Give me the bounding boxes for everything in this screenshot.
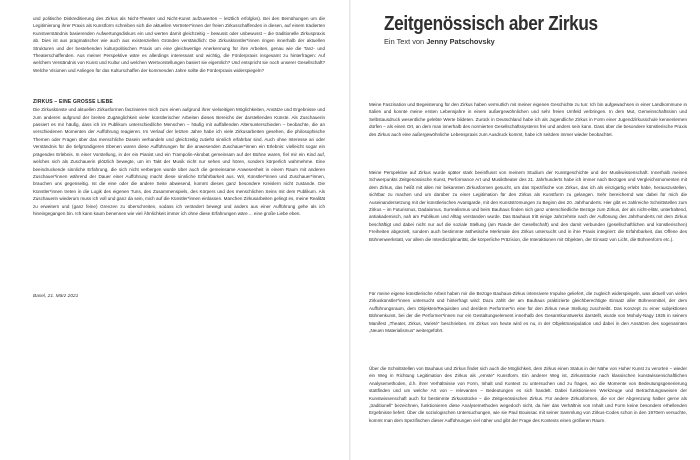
right-page — [351, 0, 700, 460]
right-paragraph-2-block — [369, 169, 687, 243]
right-paragraph-3: Für meine eigene künstlerische Arbeit haben mir die Bezüge Bauhaus-Zirkus intensivere Impulse geliefert, die zugleich widerspiegeln, was aktuell von vielen Zirkuskünstler*innen untersucht und hinterfragt wird: Dazu zählt der am Bauhaus praktizierte gleichberechtigte Einsatz aller Bühnenmittel, der dem Aufführungsraum, dem Objekten/Requisiten und der/dem Performer*in eine für den Zirkus neue Stellung zuschreibt. Das Konzept zu einer subjektlosen Bühnenkunst, bei der die Performer*innen nur ein Gestaltungselement innerhalb des Gesamtkunstwerks darstellt, wurde von Moholy-Nagy 1925 in seinem Manifest „Theater, Zirkus, Varieté“ beschrieben. Im Zirkus von heute wird es nu, in der Objektmanipulation und dabei in den Ansätzen des sogenannten „Neuen Materialismus“ weitergeführt. — [369, 291, 687, 334]
paragraph-spacer — [33, 74, 325, 99]
left-page — [0, 0, 349, 460]
right-paragraph-1: Meine Faszination und Begeisterung für den Zirkus haben vermutlich mit meiner eigenen Geschichte zu tun: Ich bin aufgewachsen in einer Landkommune in Italien und konnte meine ersten Lebensjahre in einem außergewöhnlichen und sehr freien Umfeld verbringen. In dem Mut, Gemeinschaftssinn und Selbstausdruck wesentliche gelebte Werte bildeten. Zurück in Deutschland habe ich als Jugendliche Zirkus in Form einer Jugendzirkusschule kennenlernen dürfen – als einen Ort, an dem man innerhalb des normierten Gesellschaftssystems frei und anders sein kann. Dass über die besondere künstlerische Praxis des Zirkus auch eine außergewöhnliche Lebenspraxis zum Ausdruck kommt, habe ich seitdem immer wieder beobachtet. — [369, 102, 687, 137]
article-subtitle — [384, 37, 495, 46]
section-heading: ZIRKUS – EINE GROSSE LIEBE — [33, 99, 113, 106]
article-title: Zeitgenössisch aber Zirkus — [384, 13, 598, 35]
signoff-place-date: Basel, 21. März 2021 — [33, 294, 79, 299]
left-text-column — [33, 15, 325, 217]
section-body: Die Zirkuskünste und aktuellen Zirkusformen faszinieren mich zum einen aufgrund ihrer vielseitigen Möglichkeiten, Ansätze und Ergebnisse und zum anderen aufgrund der breiten Zugänglichkeit vieler künstlerischer Arbeiten dieses Bereichs der darstellenden Künste. Als Zuschauerin passiert es mir häufig, dass ich im Publikum unterschiedliche Menschen – häufig mit auffallenden Altersunterschieden – beobachte, die an verschiedenen Momenten der Aufführung reagieren. Im Verlauf der letzten Jahre habe ich viele Zirkusarbeiten gesehen, die philosophische Themen oder Fragen über das menschliche Dasein verhandeln und gleichzeitig zutiefst sinnlich erfahrbar sind. Auch ohne Interesse an oder Verständnis für die tiefgründigeren Ebenen waren diese Aufführungen für die anwesenden Zuschauer*innen ein Erlebnis: vielleicht sogar ein prägendes Erlebnis. In einer Vorstellung, in der ein Pianist und ein Trampolin-Akrobat gemeinsam auf der Bühne waren, fiel mir ein Kind auf, welches sich als Zuschauerin plötzlich bewegte, um im Takt der Musik nicht nur sehen und hören, sondern körperlich wahrnehme. Eine beeindruckende sinnliche Erfahrung, die sich nicht verbergen wurde über auch die gemeinsame Anwesenheit in einem Raum mit anderen Zuschauer*innen während der Dauer einer Aufführung macht diese sinnliche Erfahrbarkeit aus. Wir, Künstler*innen und Zuschauer*innen, brauchen uns gegenseitig. Ist die eine oder die andere Seite abwesend, kommt dieses ganz besondere Kreislern nicht zustande. Die Künstler*innen treten in die Logik des eigenen Tuns, des Zusammenspiels, des Körpers und des menschlichen Seins mit dem Publikum. Als Zuschauerin wiederum muss ich voll und ganz da sein, mich auf die Künstler*innen einlassen. Manchen Zirkusarbeiten gelingt es, meine Realität zu erweitern und (ganz feine) Grenzen zu überschreiten, sodass ich verändert bewegt und anders aus einer Aufführung gehe als ich hineingegangen bin. Ich kann kaum benennen wie viel Ähnlichkeit immer ich ohne diese Erfahrungen wäre ... eine große Liebe eben. — [33, 107, 325, 216]
subtitle-prefix: Ein Text von — [384, 37, 427, 46]
author-name: Jenny Patschovsky — [426, 37, 495, 46]
right-paragraph-4-block — [369, 365, 687, 424]
right-paragraph-4: Über die Schnittstellen von Bauhaus und Zirkus findet sich auch die Möglichkeit, dem Zirkus einen Status in der Nähe von Hoher Kunst zu verorten – wieder ein Weg in Richtung Legitimation des Zirkus als „ernste“ Kunstform. Ein anderer Weg ist, Zirkusstücke nach klassischen kunstwissenschaftlichen Analysemethoden, d.h. ihrer Verhältnisse von Form, Inhalt und Kontext zu untersuchen und zu fragen, wo die Momente von Bedeutungsgenerierung stattfinden und um welche Art von – relevanten – Bedeutungen es sich handelt. Dabei funktionieren Werkzeuge und Betrachtungsweisen der Kunstwissenschaft auch für bestimmte Zirkusstücke – die Zeitgenössischen Zirkus. Für andere Zirkusformen, die vor der Abgrenzung halber gerne als „traditionell“ bezeichnen, funktionieren diese Analysemethoden wegedoch nicht, da hier das Verhältnis von Inhalt und Form keine besonders erhellenden Ergebnisse liefert. Über die soziologischen Untersuchungen, wie sie Paul Bouissac mit seiner Sammlung von Zirkus-Codes schon in den 1970ern versuchte, kommt man dem Spezifischen dieser Aufführungen viel näher und gibt der Frage des Kontexts einen größeren Raum. — [369, 366, 687, 423]
right-paragraph-1-block — [369, 101, 687, 138]
intro-paragraph: und politische Diskreditierung des Zirkus als Nicht-Theater und Nicht-Kunst aufzuwerten – letztlich erfolglos). Bei den Bemühungen um die Legitimierung ihrer Praxis als Kunstform schreiben sich die aktuellen Vertreter*innen der freien Zirkusschaffenden in diesen, auf einem tradierten Kunstverständnis basierenden Aufwertungsdiskurs ein und werten damit gleichzeitig – bewusst oder unbewusst – die traditionelle Zirkuspraxis ab. Dies ist aus pragmatischer wie auch aus existenziellen Gründen verständlich: Die Zirkuskünstler*innen ringen innerhalb der aktuellen Strukturen und der bestehenden kulturpolitischen Praxis um eine gleichwertige Anerkennung für ihre Arbeiten, genau wie die Tanz- und Theaterschaffenden. Aus meiner Perspektive wäre es allerdings interessant und wichtig, die Förderpraxis insgesamt zu hinterfragen: Auf welchem Verständnis von Kunst und Kultur und welchen Wertvorstellungen basiert sie eigentlich? Und entspricht sie noch unserer Gesellschaft? Welche Visionen und Anliegen für das Kulturschaffen der kommenden Jahre sollte die Förderpraxis widerspiegeln? — [33, 16, 325, 73]
right-paragraph-3-block — [369, 290, 687, 334]
right-paragraph-2: Meine Perspektive auf Zirkus wurde später stark beeinflusst von meinem Studium der Kunstgeschichte und der Musikwissenschaft. Innerhalb meines Schwerpunkts Zeitgenössische Kunst, Performance Art und Musiktheater des 21. Jahrhunderts habe ich immer nach Bezügen und Vergleichsmomenten mit dem Zirkus, das heißt mit allen mir bekannten Zirkusformen gesucht, um das Spezifische von Zirkus, das ich als einzigartig erlebt habe, herauszustellen, sichtbar zu machen und um darüber zu einer Legitimation für den Zirkus als Kunstform zu gelangen. Sehr bereichernd war dabei für mich die Auseinandersetzung mit der künstlerischen Avantgarde, mit den Kunstströmungen zu Beginn des 20. Jahrhunderts. Hier gibt es zahlreiche Schnittstellen zum Zirkus – im Futurismus, Dadaismus, Surrealismus und beim Bauhaus finden sich ganz unterschiedliche Bezüge zum Zirkus, der als nicht-elitär, unterhaltend, antiakademisch, nah am Publikum und Alltag verstanden wurde. Das Bauhaus tritt einige Jahrzehnte nach der Auflösung des Jahrhunderts mit dem Zirkus beschäftigt und dabei nicht nur auf die soziale Stellung (am Rande der Gesellschaft) und den damit verbunden (gesellschaftlichen und künstlerischen) Freiheiten abgezielt, sondern auch bestimmte ästhetische Merkmale des Zirkus untersucht und in ihre Praxis integriert: die Erfahrbarkeit, das Offene des Bühnenwerkstatt, vor allem die Interdisziplinarität, die körperliche Präzision, die Interaktionen mit Objekten, der Einsatz von Licht, die Bühnenform etc.). — [369, 170, 687, 242]
